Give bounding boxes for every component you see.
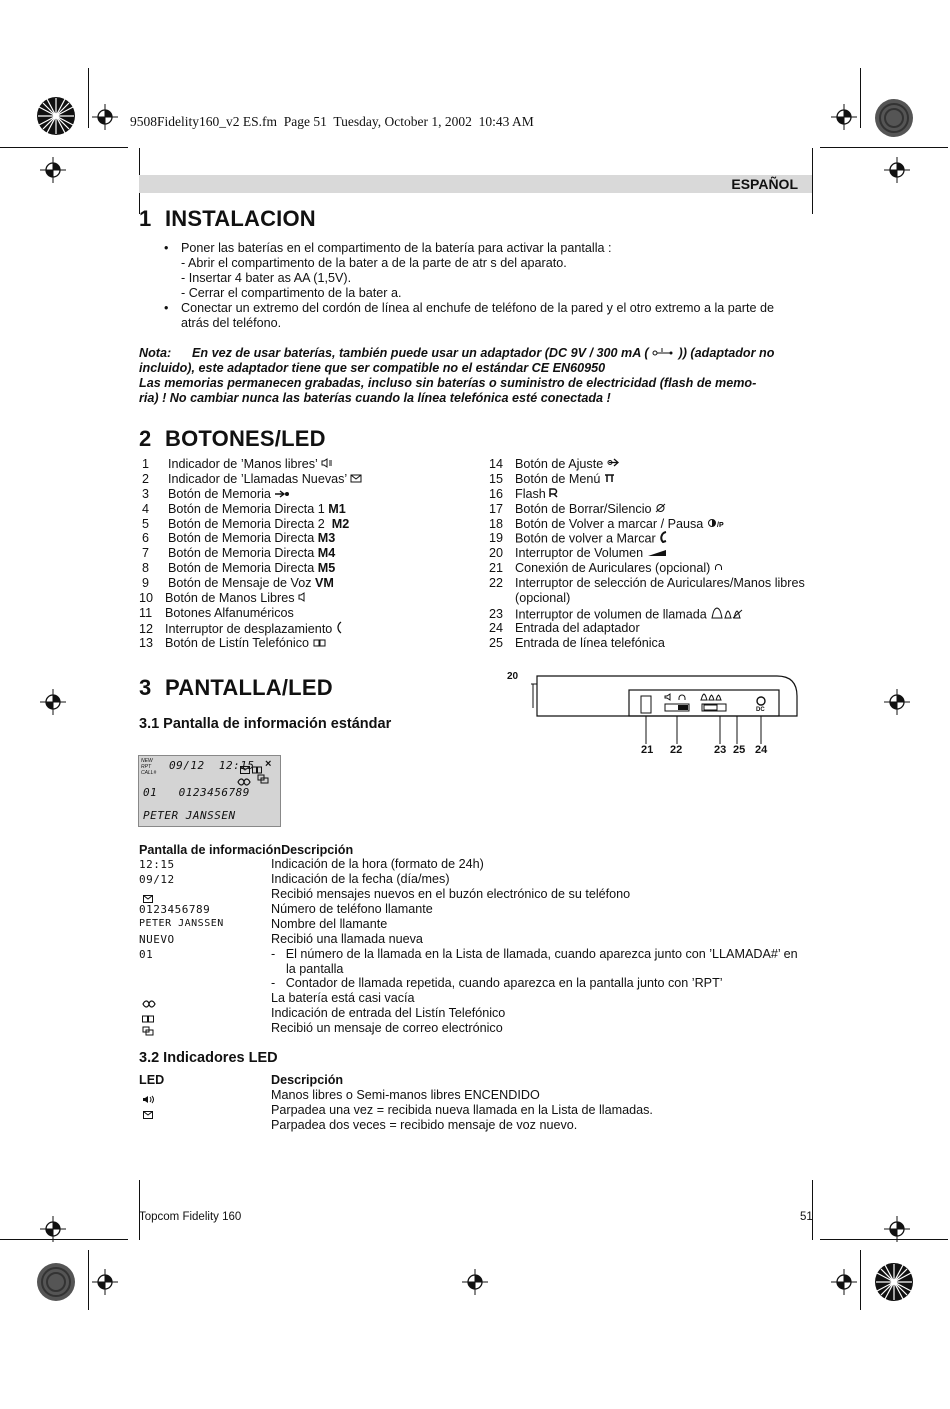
table-description: la pantalla (286, 962, 344, 976)
table-symbol: 12:15 (139, 858, 175, 871)
language-label: ESPAÑOL (731, 176, 798, 192)
button-list-item: 10 Botón de Manos Libres (139, 591, 308, 606)
button-list-item: 1 Indicador de ’Manos libres’ (142, 457, 333, 472)
table-symbol: 09/12 (139, 873, 175, 886)
table-symbol: NUEVO (139, 933, 175, 946)
section-number: 1 (139, 206, 152, 231)
button-list-item: 19 Botón de volver a Marcar (489, 531, 669, 546)
diagram-label: 24 (755, 744, 768, 756)
note-label: Nota: (139, 346, 172, 360)
envelope-led-icon (143, 1106, 153, 1124)
table-header: Pantalla de informaciónDescripción (139, 843, 354, 857)
table-description: - Contador de llamada repetida, cuando aparezca en la pantalla junto con ’RPT’ (271, 976, 723, 990)
table-symbol: PETER JANSSEN (139, 918, 224, 929)
crop-line (820, 147, 948, 148)
subsection-title: 3.2 Indicadores LED (139, 1050, 278, 1066)
button-list-item: 22 Interruptor de selección de Auriculares/Manos libres (489, 576, 805, 590)
button-list-item: 15 Botón de Menú (489, 472, 615, 487)
crop-line (88, 1250, 89, 1310)
registration-mark-top-right (874, 98, 914, 138)
crosshair-mark (462, 1269, 488, 1295)
button-list-item: 5 Botón de Memoria Directa 2 M2 (142, 517, 350, 531)
lcd-email-icon (257, 771, 269, 789)
led-description: Manos libres o Semi-manos libres ENCENDIDO (271, 1088, 540, 1102)
crop-line (812, 1180, 813, 1240)
table-description: Recibió mensajes nuevos en el buzón electrónico de su teléfono (271, 887, 631, 901)
menu-icon (604, 472, 615, 487)
led-description: Parpadea dos veces = recibido mensaje de voz nuevo. (271, 1118, 578, 1132)
button-list-item: 21 Conexión de Auriculares (opcional) (489, 561, 723, 576)
section-2-heading (139, 426, 326, 452)
note-line: incluido), este adaptador tiene que ser compatible no el estándar CE EN60950 (139, 361, 606, 375)
lcd-tiny-label: CALL# (141, 770, 157, 776)
dc-polarity-icon (651, 346, 677, 361)
section-title: INSTALACION (165, 206, 316, 231)
lcd-screen (138, 755, 281, 827)
button-list-item: 18 Botón de Volver a marcar / Pausa /P (489, 517, 727, 532)
volume-wedge-icon (647, 546, 667, 561)
section-number: 3 (139, 675, 152, 700)
registration-mark-bottom-left (36, 1262, 76, 1302)
crosshair-mark (92, 1269, 118, 1295)
settings-arrow-icon (607, 457, 620, 472)
language-bar (139, 175, 812, 193)
led-table-header: LED (139, 1073, 165, 1087)
scroll-bracket-icon (336, 621, 342, 638)
headset-icon (714, 561, 723, 576)
crosshair-mark (831, 104, 857, 130)
crop-line (88, 68, 89, 128)
bullet-dot: • (164, 301, 169, 315)
crosshair-mark (884, 157, 910, 183)
crosshair-mark (40, 689, 66, 715)
button-list-item: 13 Botón de Listín Telefónico (139, 636, 326, 651)
button-list-item: 12 Interruptor de desplazamiento (139, 621, 342, 636)
crosshair-mark (884, 689, 910, 715)
button-list-item: 11 Botones Alfanuméricos (139, 606, 294, 620)
table-description: Indicación de la fecha (día/mes) (271, 872, 450, 886)
diagram-label: DC (756, 707, 765, 713)
crosshair-mark (92, 104, 118, 130)
diagram-label: 22 (670, 744, 683, 756)
lcd-date-time: 09/12 12:15 (169, 759, 255, 772)
crop-line (860, 68, 861, 128)
svg-text:/P: /P (716, 522, 724, 529)
button-list-item: 20 Interruptor de Volumen (489, 546, 667, 561)
table-description: Recibió un mensaje de correo electrónico (271, 1021, 503, 1035)
note-line: )) (adaptador no (678, 346, 775, 360)
registration-mark-bottom-right (874, 1262, 914, 1302)
delete-icon (655, 502, 666, 517)
lcd-tiny-label: RPT (141, 764, 151, 770)
email-icon (142, 1023, 154, 1041)
redial-pause-icon (707, 517, 727, 532)
diagram-label: 21 (641, 744, 654, 756)
button-list-item: 4 Botón de Memoria Directa 1 M1 (142, 502, 346, 516)
lcd-caller-number: 01 0123456789 (143, 786, 250, 799)
footer-page-number: 51 (800, 1211, 813, 1223)
phonebook-icon (313, 636, 326, 651)
install-substep: - Abrir el compartimento de la bater a de la parte de atr s del aparato. (181, 256, 567, 270)
table-description: La batería está casi vacía (271, 991, 415, 1005)
section-title: PANTALLA/LED (165, 675, 333, 700)
lcd-close-icon: × (265, 758, 272, 770)
ringer-bell-icon (710, 606, 744, 624)
button-list-item: 6 Botón de Memoria Directa M3 (142, 531, 336, 545)
flash-r-icon (549, 487, 558, 502)
memory-arrow-icon (274, 487, 290, 502)
button-list-item: 16 Flash (489, 487, 558, 502)
note-text (192, 346, 774, 361)
led-table-header: Descripción (271, 1073, 344, 1087)
button-list-item: 8 Botón de Memoria Directa M5 (142, 561, 336, 575)
diagram-label: 23 (714, 744, 727, 756)
section-title: BOTONES/LED (165, 426, 326, 451)
button-list-item: 2 Indicador de ’Llamadas Nuevas’ (142, 472, 362, 487)
led-description: Parpadea una vez = recibida nueva llamada en la Lista de llamadas. (271, 1103, 653, 1117)
table-description: Número de teléfono llamante (271, 902, 433, 916)
button-list-item: 9 Botón de Mensaje de Voz VM (142, 576, 334, 590)
button-list-item: 24 Entrada del adaptador (489, 621, 640, 635)
bullet-dot: • (164, 241, 169, 255)
registration-mark-top-left (36, 96, 76, 136)
install-step: atrás del teléfono. (181, 316, 282, 330)
table-description: Indicación de entrada del Listín Telefónico (271, 1006, 506, 1020)
diagram-label: 25 (733, 744, 746, 756)
envelope-icon (350, 472, 362, 487)
diagram-label: 20 (507, 671, 519, 682)
table-description: Nombre del llamante (271, 917, 388, 931)
crosshair-mark (831, 1269, 857, 1295)
note-line: Las memorias permanecen grabadas, incluso sin baterías o suministro de electricidad (flash de memo- (139, 376, 757, 390)
crop-line (820, 1239, 948, 1240)
handset-icon (659, 531, 669, 547)
crop-line (139, 1180, 140, 1240)
crop-line (812, 148, 813, 214)
lcd-caller-name: PETER JANSSEN (143, 809, 236, 822)
table-description: Indicación de la hora (formato de 24h) (271, 857, 484, 871)
install-substep: - Cerrar el compartimento de la bater a. (181, 286, 402, 300)
table-description: - El número de la llamada en la Lista de llamada, cuando aparezca junto con ’LLAMADA#’ en (271, 947, 798, 961)
file-header: 9508Fidelity160_v2 ES.fm Page 51 Tuesday, October 1, 2002 10:43 AM (130, 114, 534, 129)
install-step: Poner las baterías en el compartimento de la batería para activar la pantalla : (181, 241, 612, 255)
button-list-item: 17 Botón de Borrar/Silencio (489, 502, 666, 517)
note-line: ria) ! No cambiar nunca las baterías cuando la línea telefónica esté conectada ! (139, 391, 611, 405)
button-list-item: 23 Interruptor de volumen de llamada (489, 606, 744, 621)
lcd-tiny-label: NEW (141, 758, 153, 764)
button-list-item: 14 Botón de Ajuste (489, 457, 620, 472)
note-line: En vez de usar baterías, también puede usar un adaptador (DC 9V / 300 mA ( (192, 346, 649, 360)
button-list-item: 7 Botón de Memoria Directa M4 (142, 546, 336, 560)
button-list-item: 3 Botón de Memoria (142, 487, 290, 502)
footer-product: Topcom Fidelity 160 (139, 1211, 242, 1223)
crosshair-mark (40, 157, 66, 183)
section-1-heading (139, 206, 316, 232)
section-3-heading (139, 675, 333, 701)
button-list-item: 25 Entrada de línea telefónica (489, 636, 665, 650)
install-step: Conectar un extremo del cordón de línea al enchufe de teléfono de la pared y el otro extremo a la parte de (181, 301, 774, 315)
section-number: 2 (139, 426, 152, 451)
crop-line (0, 147, 128, 148)
table-description: Recibió una llamada nueva (271, 932, 423, 946)
table-symbol: 01 (139, 948, 154, 961)
table-symbol: 0123456789 (139, 903, 211, 916)
speaker-icon (298, 591, 308, 606)
speaker-icon (321, 457, 333, 472)
crop-line (860, 1250, 861, 1310)
crop-line (0, 1239, 128, 1240)
subsection-title: 3.1 Pantalla de información estándar (139, 716, 392, 732)
button-list-item-continued: (opcional) (515, 591, 571, 605)
install-substep: - Insertar 4 bater as AA (1,5V). (181, 271, 352, 285)
